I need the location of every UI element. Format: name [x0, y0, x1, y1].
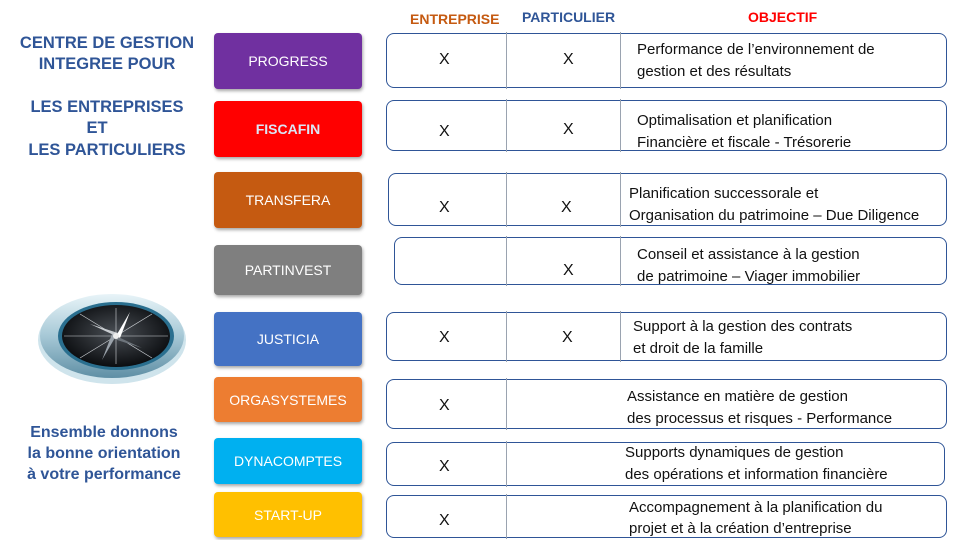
- particulier-mark: X: [563, 121, 574, 138]
- service-transfera: TRANSFERA: [214, 172, 362, 228]
- table-row: [386, 442, 945, 486]
- particulier-mark: X: [563, 51, 574, 68]
- objectif-line: et droit de la famille: [633, 340, 764, 357]
- title-line: LES PARTICULIERS: [28, 141, 186, 159]
- objectif-line: Financière et fiscale - Trésorerie: [637, 134, 852, 151]
- header-entreprise: ENTREPRISE: [410, 11, 500, 27]
- particulier-mark: X: [563, 262, 574, 279]
- service-dynacomptes: DYNACOMPTES: [214, 438, 362, 484]
- objectif-line: projet et à la création d’entreprise: [629, 520, 852, 537]
- title-line: ET: [86, 119, 108, 137]
- slogan-line: à votre performance: [27, 466, 181, 483]
- entreprise-mark: X: [439, 397, 450, 414]
- service-fiscafin: FISCAFIN: [214, 101, 362, 157]
- title-line: CENTRE DE GESTION: [19, 34, 195, 52]
- objectif-line: Accompagnement à la planification du: [629, 499, 883, 516]
- entreprise-mark: X: [439, 458, 450, 475]
- slogan-line: Ensemble donnons: [30, 424, 178, 441]
- particulier-mark: X: [561, 199, 572, 216]
- table-row: [386, 379, 947, 429]
- entreprise-mark: X: [439, 199, 450, 216]
- service-orgasystemes: ORGASYSTEMES: [214, 377, 362, 422]
- entreprise-mark: X: [439, 512, 450, 529]
- service-progress: PROGRESS: [214, 33, 362, 89]
- table-row: [386, 33, 947, 88]
- header-particulier: PARTICULIER: [522, 9, 616, 25]
- entreprise-mark: X: [439, 51, 450, 68]
- service-partinvest: PARTINVEST: [214, 245, 362, 295]
- objectif-line: de patrimoine – Viager immobilier: [637, 268, 861, 285]
- title-line: LES ENTREPRISES: [30, 98, 184, 116]
- objectif-line: Planification successorale et: [629, 185, 819, 202]
- header-objectif: OBJECTIF: [748, 9, 818, 25]
- objectif-line: des processus et risques - Performance: [627, 410, 893, 427]
- slogan-line: la bonne orientation: [27, 445, 181, 462]
- table-row: [388, 173, 947, 226]
- objectif-line: Assistance en matière de gestion: [627, 388, 848, 405]
- objectif-line: Organisation du patrimoine – Due Diligence: [629, 207, 920, 224]
- objectif-line: Conseil et assistance à la gestion: [637, 246, 860, 263]
- entreprise-mark: X: [439, 123, 450, 140]
- table-row: [386, 312, 947, 361]
- title-line: INTEGREE POUR: [38, 55, 176, 73]
- table-row: [386, 495, 947, 538]
- particulier-mark: X: [562, 329, 573, 346]
- objectif-line: gestion et des résultats: [637, 63, 792, 80]
- table-row: [394, 237, 947, 285]
- service-start-up: START-UP: [214, 492, 362, 537]
- service-justicia: JUSTICIA: [214, 312, 362, 366]
- entreprise-mark: X: [439, 329, 450, 346]
- compass-icon: [30, 278, 190, 388]
- objectif-line: des opérations et information financière: [625, 466, 888, 483]
- objectif-line: Support à la gestion des contrats: [633, 318, 853, 335]
- objectif-line: Performance de l’environnement de: [637, 41, 875, 58]
- table-row: [386, 100, 947, 151]
- objectif-line: Optimalisation et planification: [637, 112, 833, 129]
- objectif-line: Supports dynamiques de gestion: [625, 444, 844, 461]
